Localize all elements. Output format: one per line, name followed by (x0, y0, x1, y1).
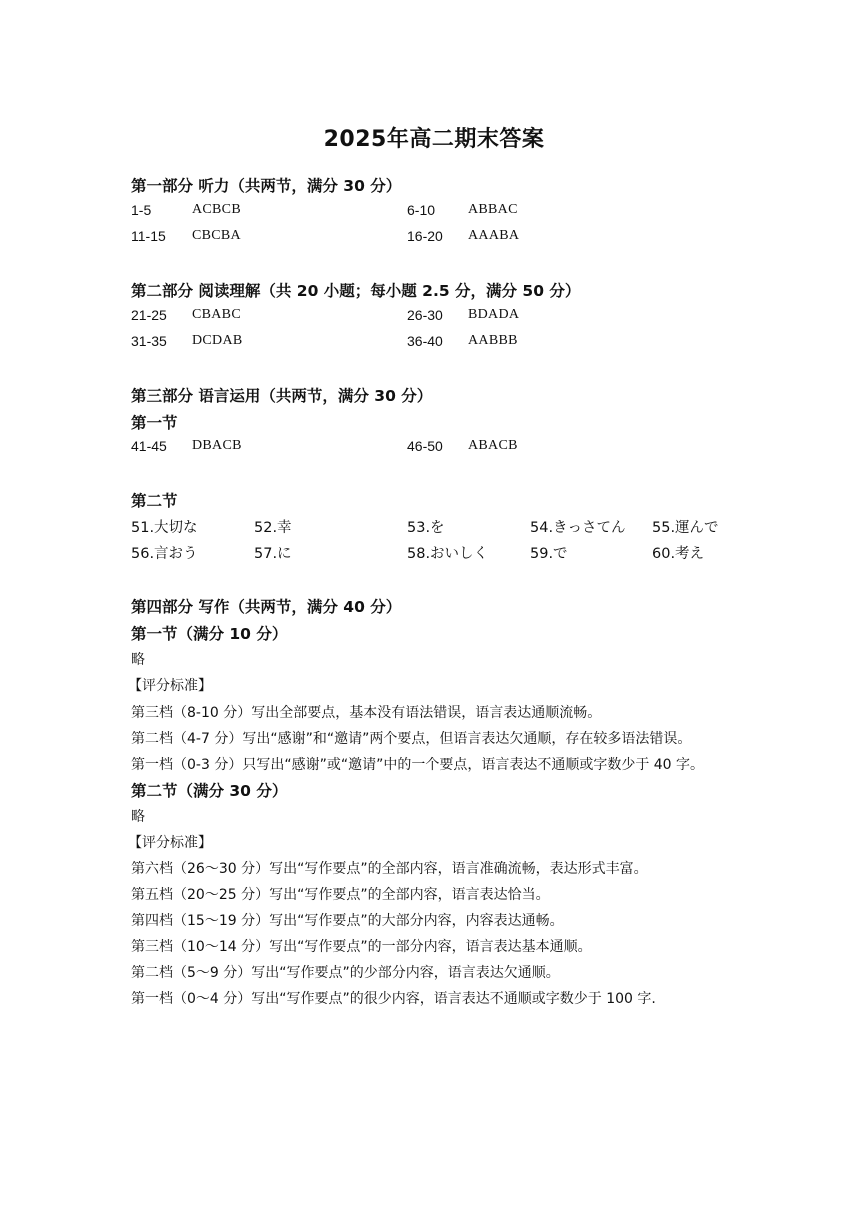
criteria-item: 第六档（26～30 分）写出“写作要点”的全部内容，语言准确流畅，表达形式丰富。 (131, 861, 648, 877)
fill-in-answer: 51.大切な (131, 520, 198, 536)
answer-letters: ABBAC (468, 202, 518, 217)
part4-section2-heading: 第二节（满分 30 分） (131, 782, 288, 800)
fill-in-answer: 57.に (254, 546, 292, 562)
question-range: 36-40 (407, 333, 443, 349)
fill-in-row (0, 516, 868, 540)
question-range: 46-50 (407, 438, 443, 454)
criteria-item: 第四档（15～19 分）写出“写作要点”的大部分内容，内容表达通畅。 (131, 913, 564, 929)
answer-letters: AAABA (468, 228, 520, 243)
part3-section2-heading: 第二节 (131, 492, 178, 510)
question-range: 26-30 (407, 307, 443, 323)
question-range: 1-5 (131, 202, 152, 218)
answer-letters: ACBCB (192, 202, 241, 217)
criteria-heading: 【评分标准】 (128, 678, 212, 694)
fill-in-answer: 54.きっさてん (530, 520, 626, 536)
answer-row (0, 202, 868, 226)
question-range: 21-25 (131, 307, 167, 323)
answer-letters: ABACB (468, 438, 518, 453)
fill-in-answer: 52.幸 (254, 520, 292, 536)
question-range: 6-10 (407, 202, 436, 218)
criteria-item: 第五档（20～25 分）写出“写作要点”的全部内容，语言表达恰当。 (131, 887, 550, 903)
part4-section1-heading: 第一节（满分 10 分） (131, 625, 288, 643)
answer-letters: AABBB (468, 333, 518, 348)
criteria-heading: 【评分标准】 (128, 835, 212, 851)
part3-heading: 第三部分 语言运用（共两节，满分 30 分） (131, 387, 433, 405)
answer-row (0, 307, 868, 331)
criteria-item: 第三档（10～14 分）写出“写作要点”的一部分内容，语言表达基本通顺。 (131, 939, 592, 955)
fill-in-answer: 55.運んで (652, 520, 719, 536)
question-range: 41-45 (131, 438, 167, 454)
criteria-item: 第一档（0-3 分）只写出“感谢”或“邀请”中的一个要点，语言表达不通顺或字数少于 40 字。 (131, 757, 705, 773)
fill-in-answer: 59.で (530, 546, 568, 562)
fill-in-answer: 60.考え (652, 546, 705, 562)
criteria-item: 第一档（0～4 分）写出“写作要点”的很少内容，语言表达不通顺或字数少于 100 字. (131, 991, 656, 1007)
part3-section1-heading: 第一节 (131, 414, 178, 432)
part4-heading: 第四部分 写作（共两节，满分 40 分） (131, 598, 402, 616)
fill-in-answer: 53.を (407, 520, 445, 536)
criteria-item: 第三档（8-10 分）写出全部要点，基本没有语法错误，语言表达通顺流畅。 (131, 705, 602, 721)
fill-in-answer: 58.おいしく (407, 546, 489, 562)
part2-heading: 第二部分 阅读理解（共 20 小题；每小题 2.5 分，满分 50 分） (131, 282, 581, 300)
question-range: 16-20 (407, 228, 443, 244)
part1-heading: 第一部分 听力（共两节，满分 30 分） (131, 177, 402, 195)
answer-letters: CBCBA (192, 228, 241, 243)
question-range: 11-15 (131, 228, 166, 244)
page-title: 2025年高二期末答案 (323, 127, 545, 152)
omitted-note: 略 (131, 652, 145, 668)
answer-letters: DBACB (192, 438, 242, 453)
criteria-item: 第二档（5～9 分）写出“写作要点”的少部分内容，语言表达欠通顺。 (131, 965, 560, 981)
answer-letters: DCDAB (192, 333, 243, 348)
criteria-item: 第二档（4-7 分）写出“感谢”和“邀请”两个要点，但语言表达欠通顺，存在较多语法错误。 (131, 731, 692, 747)
answer-row (0, 333, 868, 357)
answer-letters: BDADA (468, 307, 520, 322)
omitted-note: 略 (131, 809, 145, 825)
fill-in-row (0, 542, 868, 566)
question-range: 31-35 (131, 333, 167, 349)
fill-in-answer: 56.言おう (131, 546, 198, 562)
answer-letters: CBABC (192, 307, 241, 322)
answer-row (0, 228, 868, 252)
answer-row (0, 438, 868, 462)
